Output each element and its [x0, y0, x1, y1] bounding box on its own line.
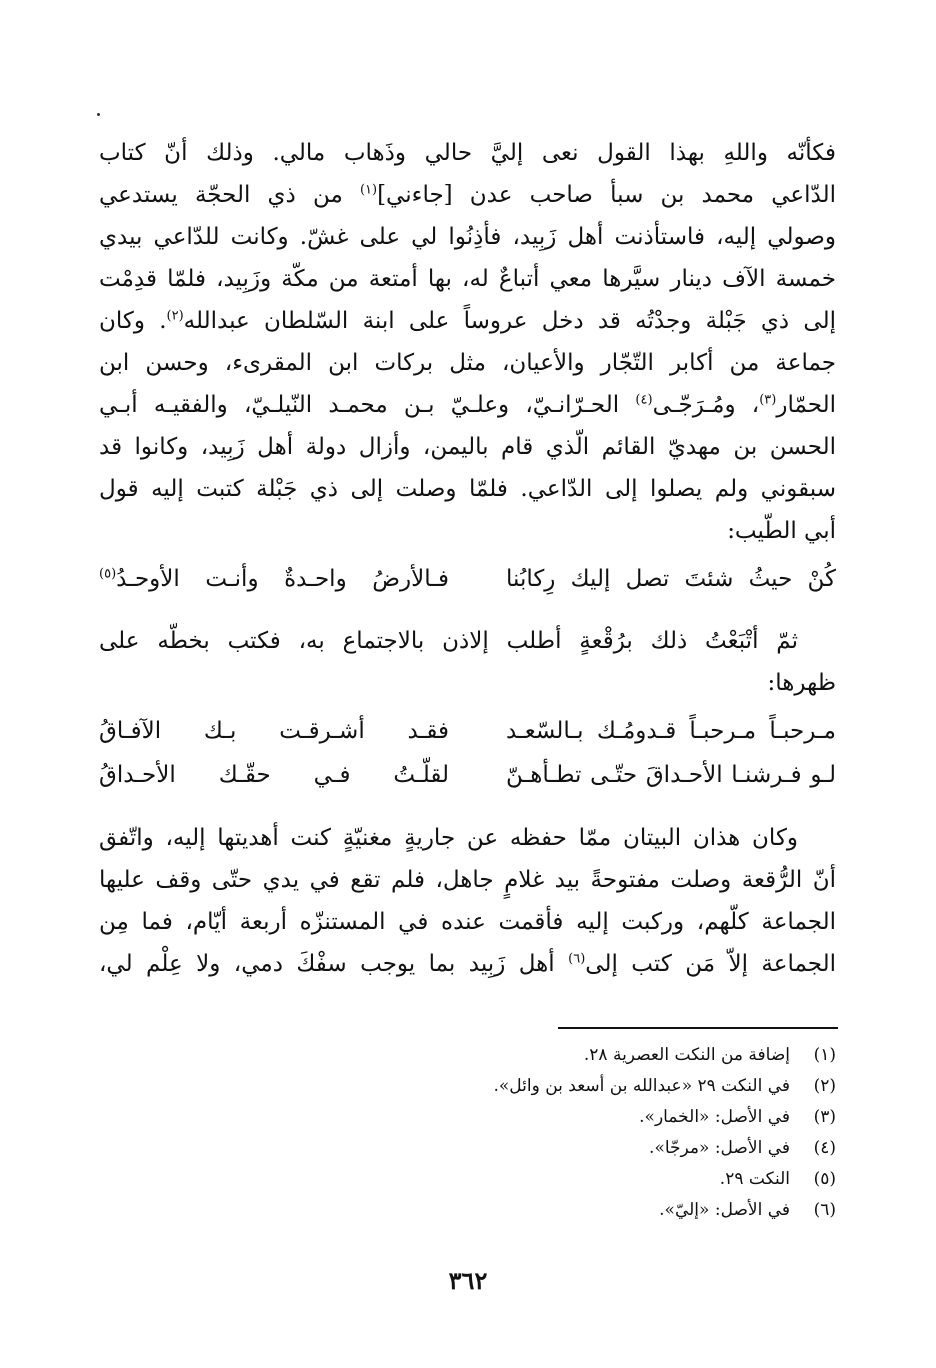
footnote-text: في الأصل: «الخمار».: [639, 1107, 790, 1127]
footnote-text: إضافة من النكت العصرية ٢٨.: [583, 1045, 790, 1065]
text-line: فكأنّه واللهِ بهذا القول نعى إليَّ حالي وذَهاب مالي. وذلك أنّ كتاب: [99, 140, 836, 166]
verse-second-hemistich: فقـد أشـرقـت بـك الآفـاقُ: [99, 718, 449, 744]
footnote-number: (٤): [813, 1138, 836, 1158]
text-line: [99, 384, 836, 426]
page-speck: [97, 113, 100, 116]
text-line: [99, 174, 836, 216]
footnote-ref: (٦): [568, 951, 586, 967]
verse-second-hemistich: لقلّـتُ فـي حقّـك الأحـداقُ: [99, 762, 449, 788]
footnote-text: في النكت ٢٩ «عبدالله بن أسعد بن وائل».: [493, 1076, 790, 1096]
verse-line: [99, 566, 836, 610]
footnote-item: [99, 1071, 836, 1102]
text-segment: ، ومُـرَجّـى: [652, 392, 760, 418]
footnotes: [99, 1040, 836, 1226]
text-line: الجماعة كلّهم، وركبت إليه فأقمت عنده في المستنزّه أربعة أيّام، فما مِن: [99, 909, 836, 935]
text-line: وكان هذان البيتان ممّا حفظه عن جاريةٍ مغنيّةٍ كنت أهديتها إليه، واتّفق: [99, 825, 798, 851]
text-segment: الجماعة إلاّ مَن كتب إلى: [585, 951, 837, 977]
text-line: ظهرها:: [767, 670, 836, 696]
text-segment: إلى ذي جَبْلة وجدْتُه قد دخل عروساً على ابنة السّلطان عبدالله: [183, 308, 836, 334]
verse-line: [99, 718, 836, 762]
text-line: ثمّ أتْبَعْتُ ذلك برُقْعةٍ أطلب إلاذن بالاجتماع به، فكتب بخطّه على: [99, 628, 798, 654]
footnote-item: [99, 1102, 836, 1133]
text-segment: فـالأرضُ واحـدةٌ وأنـت الأوحـدُ: [116, 566, 449, 592]
footnote-number: (٢): [813, 1076, 836, 1096]
text-segment: الدّاعي محمد بن سبأ صاحب عدن [جاءني]: [377, 182, 836, 208]
footnote-item: [99, 1195, 836, 1226]
footnote-item: [99, 1040, 836, 1071]
footnote-text: في الأصل: «مرجّا».: [649, 1138, 790, 1158]
verse-first-hemistich: لـو فـرشنـا الأحـداقَ حتّـى تطـأهـنّ: [506, 762, 836, 788]
footnote-text: النكت ٢٩.: [719, 1169, 790, 1189]
text-line: أنّ الرُّقعة وصلت مفتوحةً بيد غلامٍ جاهل، فلم تقع في يدي حتّى وقف عليها: [99, 867, 836, 893]
text-segment: الحـرّانـيّ، وعلـيّ بـن محمـد النّيلـيّ، والفقيـه أبـي: [99, 392, 620, 418]
verse-first-hemistich: كُنْ حيثُ شئتَ تصل إليك رِكابُنا: [506, 566, 836, 592]
text-line: أبي الطّيب:: [727, 518, 836, 544]
text-line: وصولي إليه، فاستأذنت أهل زَبِيد، فأذِنُوا لي على غشّ. وكانت للدّاعي بيدي: [99, 224, 836, 250]
text-line: سبقوني ولم يصلوا إلى الدّاعي. فلمّا وصلت إلى ذي جَبْلة كتبت إليه قول: [99, 476, 836, 502]
verse-second-hemistich: [99, 566, 449, 592]
text-line: [99, 943, 836, 985]
text-segment: من ذي الحجّة يستدعي: [99, 182, 343, 208]
footnote-ref: (٣): [759, 392, 777, 408]
footnote-ref: (١): [359, 182, 378, 198]
footnote-number: (١): [813, 1045, 836, 1065]
text-segment: . وكان: [99, 308, 167, 334]
footnote-number: (٦): [813, 1200, 836, 1220]
footnote-item: [99, 1164, 836, 1195]
footnote-ref: (٤): [635, 392, 653, 408]
footnote-ref: (٢): [166, 308, 184, 324]
page-number: ٣٦٢: [448, 1266, 488, 1295]
verse-first-hemistich: مـرحبـاً مـرحبـاً قـدومُـك بـالسّعـد: [506, 718, 836, 744]
paragraph-1: [99, 132, 836, 552]
footnote-ref: (٥): [99, 566, 117, 582]
text-segment: أهل زَبِيد بما يوجب سفْكَ دمي، ولا عِلْم لي،: [99, 951, 555, 977]
paragraph-2: [99, 620, 836, 704]
footnote-item: [99, 1133, 836, 1164]
text-line: خمسة الآف دينار سيَّرها معي أتباعٌ له، بها أمتعة من مكّة وزَبِيد، فلمّا قدِمْت: [99, 266, 836, 292]
text-segment: الحمّار: [776, 392, 836, 418]
verse-line: [99, 762, 836, 806]
text-line: جماعة من أكابر التّجّار والأعيان، مثل بركات ابن المقرىء، وحسن ابن: [99, 350, 836, 376]
footnote-number: (٣): [813, 1107, 836, 1127]
paragraph-3: [99, 817, 836, 985]
footnote-separator: [558, 1027, 838, 1029]
text-line: [99, 300, 836, 342]
footnote-text: في الأصل: «إليّ».: [659, 1200, 790, 1220]
footnote-number: (٥): [813, 1169, 836, 1189]
text-line: الحسن بن مهديّ القائم الّذي قام باليمن، وأزال دولة أهل زَبِيد، وكانوا قد: [99, 434, 836, 460]
